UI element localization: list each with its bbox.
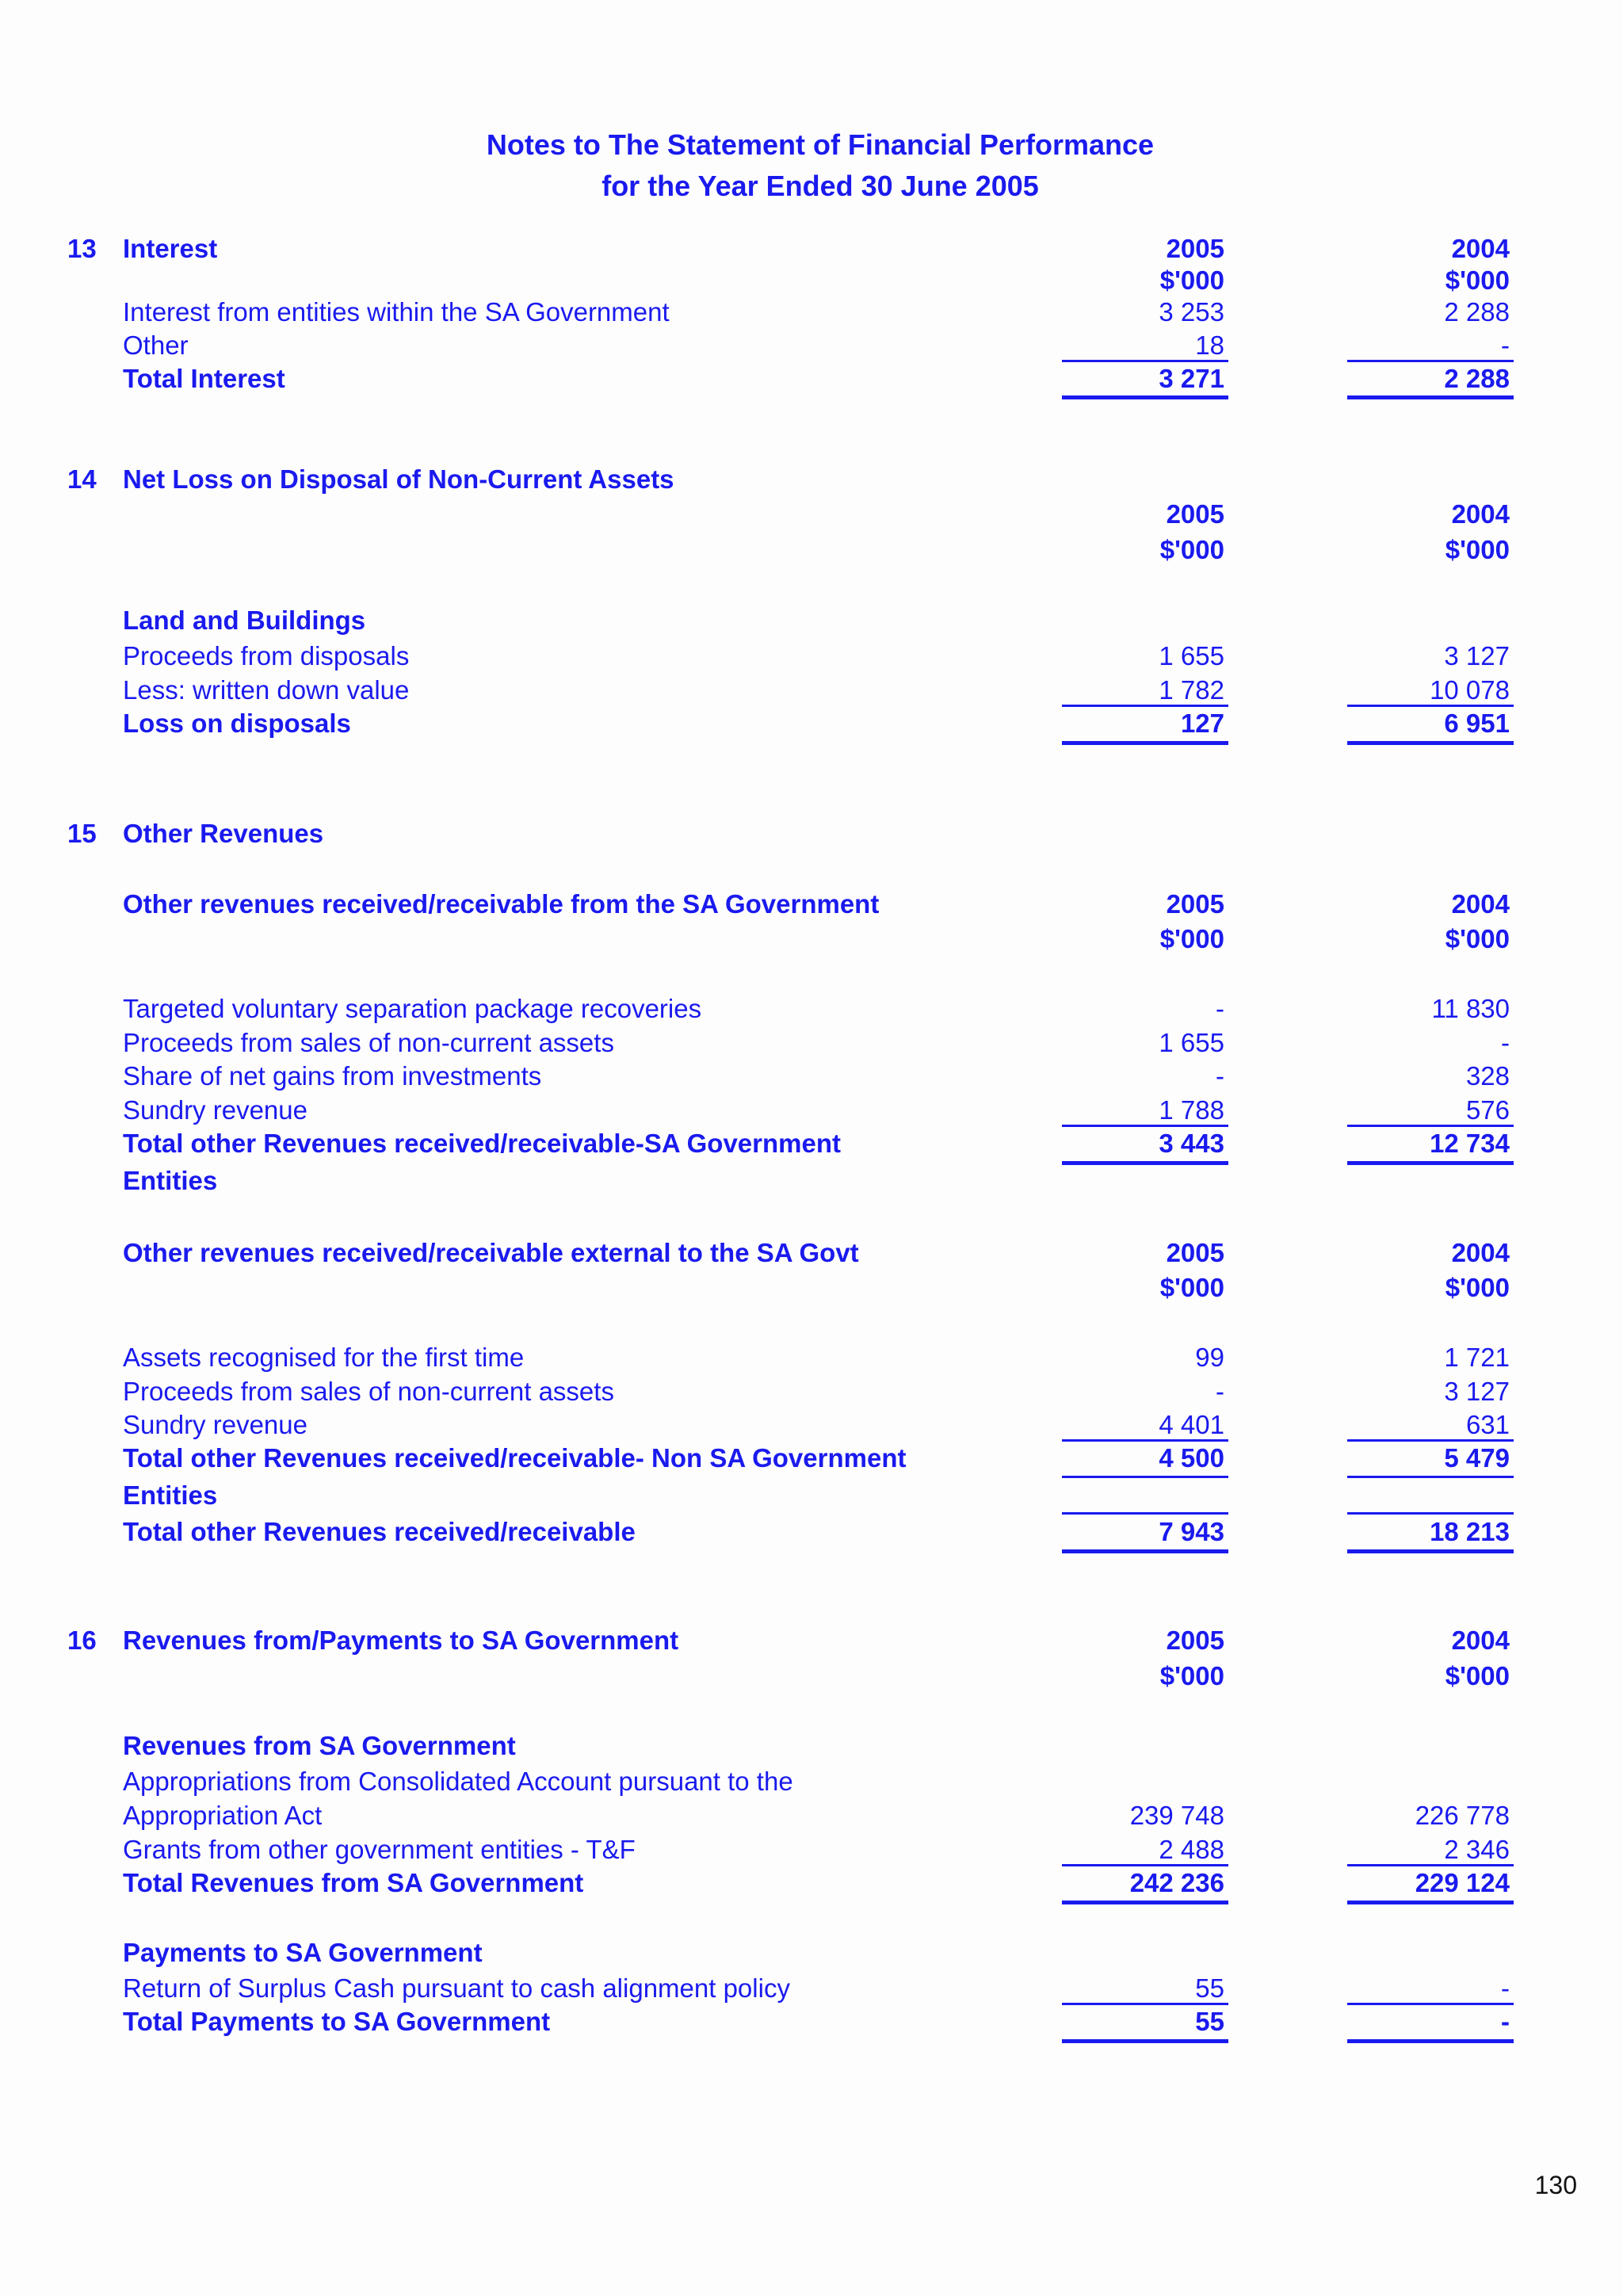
page-title: Notes to The Statement of Financial Performance [486,128,1155,161]
table-row-label: Grants from other government entities - T&F [123,1835,636,1864]
subtotal-rule [1062,1512,1228,1515]
table-cell-2004: - [1501,1028,1510,1057]
table-cell-2005: 1 655 [1159,1028,1224,1057]
section-heading: Other revenues received/receivable external to the SA Govt [123,1238,859,1267]
table-cell-2004: 2 346 [1444,1835,1510,1864]
table-row-label-cont: Appropriation Act [123,1801,323,1830]
total-rule [1347,741,1514,745]
total-rule [1062,1161,1228,1165]
total-cell-2005: 242 236 [1129,1868,1224,1897]
total-cell-2004: 5 479 [1444,1443,1510,1473]
section-heading: Payments to SA Government [123,1938,483,1967]
table-row-label: Other [123,330,189,360]
total-rule [1347,1901,1514,1904]
subtotal-rule [1062,2003,1228,2005]
year-2004-header: 2004 [1451,234,1510,263]
note-13-title: Interest [123,234,218,263]
table-cell-2004: 1 721 [1444,1343,1510,1372]
table-cell-2005: - [1216,994,1224,1023]
subtotal-rule [1347,1512,1514,1515]
table-cell-2004: - [1501,330,1510,360]
total-rule [1347,2039,1514,2043]
note-15-title: Other Revenues [123,819,324,848]
note-15-number: 15 [67,819,97,848]
unit-2005-header: $'000 [1159,535,1224,564]
table-cell-2004: 11 830 [1431,994,1510,1023]
table-cell-2005: 1 655 [1159,641,1224,670]
total-cell-2004: 12 734 [1430,1129,1510,1158]
year-2005-header: 2005 [1166,889,1224,919]
total-rule [1062,1901,1228,1904]
table-row-label: Less: written down value [123,675,410,705]
page-subtitle: for the Year Ended 30 June 2005 [601,170,1039,202]
total-cell-2004: 2 288 [1444,364,1510,393]
total-rule [1062,741,1228,745]
table-row-label: Return of Surplus Cash pursuant to cash alignment policy [123,1973,790,2003]
table-row-label: Sundry revenue [123,1095,307,1125]
total-row-label: Total other Revenues received/receivable-SA Government [123,1129,842,1158]
total-cell-2005: 127 [1180,709,1224,738]
table-cell-2004: 631 [1465,1410,1510,1439]
year-2004-header: 2004 [1451,1626,1510,1655]
total-row-label: Total other Revenues received/receivable- Non SA Government [123,1443,907,1473]
total-cell-2004: 229 124 [1415,1868,1510,1897]
subtotal-rule [1347,360,1514,362]
year-2004-header: 2004 [1451,499,1510,529]
table-cell-2004: 10 078 [1430,675,1510,705]
year-2005-header: 2005 [1166,499,1224,529]
table-row-label: Sundry revenue [123,1410,307,1439]
table-cell-2004: 226 778 [1415,1801,1510,1830]
table-cell-2004: 2 288 [1444,297,1510,327]
table-row-label: Appropriations from Consolidated Account pursuant to the [123,1767,793,1796]
table-cell-2005: 2 488 [1159,1835,1224,1864]
table-cell-2005: 18 [1195,330,1224,360]
table-cell-2005: 99 [1195,1343,1224,1372]
subtotal-rule [1062,1125,1228,1127]
table-row-label: Assets recognised for the first time [123,1343,525,1372]
total-row-label: Loss on disposals [123,709,351,738]
subtotal-rule [1347,2003,1514,2005]
total-cell-2005: 3 271 [1159,364,1224,393]
year-2004-header: 2004 [1451,889,1510,919]
subtotal-rule [1062,1439,1228,1442]
note-14-number: 14 [67,464,97,494]
unit-2005-header: $'000 [1159,1661,1224,1690]
total-rule [1347,395,1514,399]
section-heading: Land and Buildings [123,606,366,635]
table-cell-2005: 55 [1195,1973,1224,2003]
subtotal-rule [1347,1864,1514,1866]
table-cell-2004: 576 [1465,1095,1510,1125]
subtotal-rule [1062,360,1228,362]
total-rule [1347,1549,1514,1553]
table-row-label: Targeted voluntary separation package recoveries [123,994,702,1023]
total-rule [1062,1476,1228,1478]
table-row-label: Interest from entities within the SA Government [123,297,670,327]
total-rule [1062,395,1228,399]
table-cell-2004: 3 127 [1444,1377,1510,1406]
page-number: 130 [1534,2171,1577,2199]
table-cell-2005: 3 253 [1159,297,1224,327]
table-cell-2005: 1 782 [1159,675,1224,705]
subtotal-rule [1062,705,1228,707]
table-cell-2004: 328 [1465,1061,1510,1091]
unit-2004-header: $'000 [1445,535,1510,564]
total-cell-2005: 4 500 [1159,1443,1224,1473]
total-row-label: Total Interest [123,364,285,393]
table-cell-2005: 239 748 [1129,1801,1224,1830]
total-row-label: Total Revenues from SA Government [123,1868,584,1897]
table-cell-2004: 3 127 [1444,641,1510,670]
unit-2005-header: $'000 [1159,924,1224,953]
subtotal-rule [1347,705,1514,707]
total-cell-2004: - [1501,2007,1510,2036]
table-cell-2004: - [1501,1973,1510,2003]
total-cell-2005: 3 443 [1159,1129,1224,1158]
table-row-label: Proceeds from sales of non-current assets [123,1028,614,1057]
unit-2004-header: $'000 [1445,266,1510,295]
section-heading: Other revenues received/receivable from the SA Government [123,889,880,919]
total-row-label-cont: Entities [123,1480,218,1510]
table-row-label: Share of net gains from investments [123,1061,542,1091]
unit-2004-header: $'000 [1445,924,1510,953]
grand-total-2004: 18 213 [1430,1517,1510,1546]
table-cell-2005: 4 401 [1159,1410,1224,1439]
total-cell-2005: 55 [1195,2007,1224,2036]
year-2005-header: 2005 [1166,1626,1224,1655]
note-16-number: 16 [67,1626,97,1655]
grand-total-2005: 7 943 [1159,1517,1224,1546]
table-cell-2005: - [1216,1061,1224,1091]
table-row-label: Proceeds from disposals [123,641,410,670]
note-13-number: 13 [67,234,97,263]
year-2005-header: 2005 [1166,234,1224,263]
unit-2005-header: $'000 [1159,1273,1224,1302]
section-heading: Revenues from SA Government [123,1731,516,1760]
subtotal-rule [1347,1439,1514,1442]
note-14-title: Net Loss on Disposal of Non-Current Assets [123,464,674,494]
subtotal-rule [1347,1125,1514,1127]
total-rule [1062,2039,1228,2043]
total-rule [1062,1549,1228,1553]
total-cell-2004: 6 951 [1444,709,1510,738]
year-2004-header: 2004 [1451,1238,1510,1267]
total-row-label-cont: Entities [123,1166,218,1195]
unit-2004-header: $'000 [1445,1273,1510,1302]
total-rule [1347,1476,1514,1478]
table-cell-2005: - [1216,1377,1224,1406]
year-2005-header: 2005 [1166,1238,1224,1267]
grand-total-label: Total other Revenues received/receivable [123,1517,636,1546]
unit-2004-header: $'000 [1445,1661,1510,1690]
table-row-label: Proceeds from sales of non-current assets [123,1377,614,1406]
unit-2005-header: $'000 [1159,266,1224,295]
subtotal-rule [1062,1864,1228,1866]
table-cell-2005: 1 788 [1159,1095,1224,1125]
total-rule [1347,1161,1514,1165]
total-row-label: Total Payments to SA Government [123,2007,551,2036]
note-16-title: Revenues from/Payments to SA Government [123,1626,679,1655]
